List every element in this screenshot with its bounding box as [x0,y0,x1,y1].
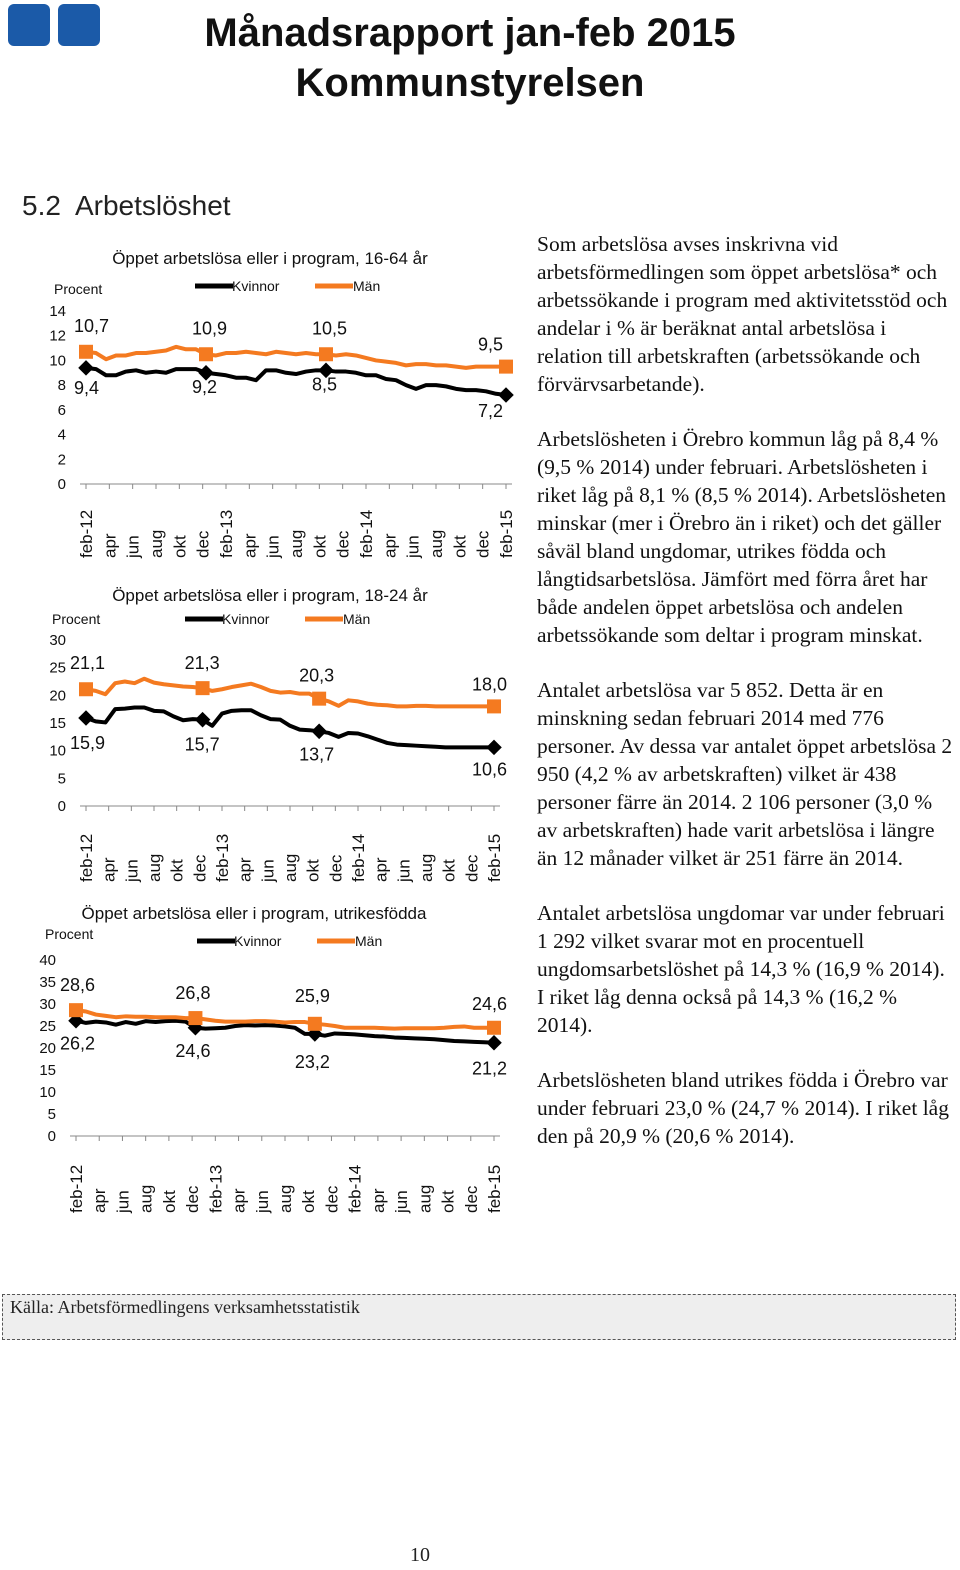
y-tick-label: 10 [39,1084,56,1101]
chart-title: Öppet arbetslösa eller i program, utrikesfödda [81,904,427,923]
x-tick-label: feb-15 [497,509,516,558]
y-tick-label: 35 [39,974,56,991]
y-tick-label: 2 [57,451,66,469]
y-tick-label: 15 [49,715,66,732]
x-tick-label: dec [322,1185,342,1213]
marker-kvinnor [311,724,327,740]
legend-kvinnor-label: Kvinnor [234,933,282,949]
marker-kvinnor [78,360,94,376]
page-title-line1: Månadsrapport jan-feb 2015 [204,11,736,55]
chart-svg [40,240,530,570]
y-tick-label: 40 [39,952,56,969]
y-tick-label: 20 [49,687,66,705]
page-number: 10 [410,1544,430,1566]
page-title-line2: Kommunstyrelsen [295,61,645,105]
x-tick-label: aug [281,853,300,882]
logo [8,4,100,46]
x-tick-label: jun [392,1190,412,1213]
marker-man [319,347,333,361]
data-label-kvinnor: 10,6 [472,759,508,780]
x-tick-label: feb-12 [77,833,96,882]
x-tick-label: aug [147,529,166,558]
data-label-man: 9,5 [478,334,504,355]
marker-kvinnor [486,740,502,756]
x-tick-label: aug [145,853,164,882]
series-line-man [86,347,506,368]
x-tick-label: dec [462,854,482,882]
chart-title: Öppet arbetslösa eller i program, 18-24 år [112,586,428,605]
x-tick-label: aug [427,529,446,558]
x-tick-label: jun [123,535,143,558]
chart-16-64 [40,240,530,570]
y-tick-label: 6 [57,401,66,419]
x-tick-label: apr [371,857,391,882]
y-tick-label: 4 [57,426,66,444]
x-tick-label: feb-13 [217,509,236,558]
marker-man [312,692,326,706]
y-tick-label: 5 [47,1106,56,1123]
x-tick-label: feb-12 [67,1164,86,1213]
x-tick-label: apr [240,533,260,558]
legend-kvinnor-label: Kvinnor [232,278,280,294]
x-tick-label: aug [415,1184,435,1213]
x-tick-label: okt [159,1190,179,1213]
source-text: Källa: Arbetsförmedlingens verksamhetsstatistik [10,1297,360,1317]
data-label-man: 25,9 [294,985,330,1006]
data-label-kvinnor: 21,2 [472,1058,508,1079]
y-tick-label: 14 [49,303,66,320]
x-tick-label: apr [100,533,120,558]
y-tick-label: 25 [49,659,66,677]
data-label-man: 10,9 [192,318,228,339]
y-tick-label: 10 [49,742,66,760]
x-tick-label: apr [229,1188,249,1213]
data-label-kvinnor: 9,4 [74,377,100,398]
x-tick-label: dec [473,530,493,558]
marker-man [487,1021,501,1035]
x-tick-label: aug [136,1184,156,1213]
marker-man [196,681,210,695]
legend-man-label: Män [355,933,383,949]
marker-kvinnor [78,710,94,726]
series-line-kvinnor [86,708,494,748]
y-tick-label: 12 [49,327,66,345]
y-axis-label: Procent [45,926,94,942]
section-title: Arbetslöshet [74,190,231,221]
legend-man-label: Män [353,278,381,294]
x-tick-label: dec [183,1185,203,1213]
data-label-man: 21,3 [184,653,220,674]
x-tick-label: feb-14 [357,509,376,558]
logo-square-left [8,4,50,46]
y-axis-label: Procent [54,281,103,297]
data-label-kvinnor: 9,2 [192,376,218,397]
x-tick-label: dec [190,854,210,882]
series-line-kvinnor [86,368,506,395]
x-tick-label: apr [368,1188,388,1213]
data-label-man: 21,1 [70,653,106,674]
y-axis-label: Procent [52,611,101,627]
section-heading [22,190,231,222]
x-tick-label: dec [333,530,353,558]
chart-svg [40,895,530,1225]
data-label-kvinnor: 15,9 [70,733,106,754]
chart-title: Öppet arbetslösa eller i program, 16-64 år [112,249,428,268]
data-label-kvinnor: 13,7 [299,744,335,765]
x-tick-label: okt [303,859,323,882]
x-tick-label: feb-13 [213,833,232,882]
x-tick-label: apr [380,533,400,558]
series-line-man [86,679,494,707]
x-tick-label: jun [252,1190,272,1213]
y-tick-label: 5 [57,770,66,788]
data-label-man: 10,7 [74,315,110,336]
paragraph-youth: Antalet arbetslösa ungdomar var under februari 1 292 vilket svarar mot en procentuell ungdomsarbetslöshet på 14,3 % (16,9 % 2014). I riket låg denna också på 14,3 % (16,2 % 2014). [537,901,945,1037]
x-tick-label: okt [450,535,470,558]
paragraph-unemployment-rate: Arbetslösheten i Örebro kommun låg på 8,4 % (9,5 % 2014) under februari. Arbetslösheten i riket låg på 8,1 % (8,5 % 2014). Arbetslösheten minskar (mer i Örebro än i riket) och det gäller såväl bland ungdomar, utrikes födda och långtidsarbetslösa. Jämfört med förra året har både andelen öppet arbetslösa och andelen arbetssökande som deltar i program minskat. [537,427,947,647]
y-tick-label: 15 [39,1062,56,1079]
x-tick-label: jun [403,535,423,558]
logo-square-right [58,4,100,46]
x-tick-label: jun [122,859,142,882]
y-tick-label: 30 [39,996,56,1013]
marker-man [499,360,513,374]
x-tick-label: apr [90,1188,110,1213]
x-tick-label: aug [287,529,306,558]
marker-man [199,347,213,361]
x-tick-label: okt [310,535,330,558]
x-tick-label: feb-13 [206,1164,226,1213]
data-label-kvinnor: 15,7 [184,734,220,755]
x-tick-label: feb-12 [77,509,96,558]
paragraph-foreign-born: Arbetslösheten bland utrikes födda i Örebro var under februari 23,0 % (24,7 % 2014). I riket låg den på 20,9 % (20,6 % 2014). [537,1068,949,1148]
data-label-man: 28,6 [60,975,96,996]
data-label-man: 20,3 [299,665,335,686]
marker-kvinnor [486,1035,502,1051]
x-tick-label: okt [299,1190,319,1213]
x-tick-label: feb-14 [345,1164,365,1213]
legend-kvinnor-label: Kvinnor [222,611,270,627]
y-tick-label: 20 [39,1040,56,1057]
x-tick-label: feb-15 [485,1164,504,1213]
data-label-man: 10,5 [312,318,348,339]
x-tick-label: aug [417,853,436,882]
x-tick-label: dec [326,854,346,882]
y-tick-label: 0 [57,798,66,815]
paragraph-definition: Som arbetslösa avses inskrivna vid arbetsförmedlingen som öppet arbetslösa* och arbetssökande i program med aktivitetsstöd och andelar i % är beräknat antal arbetslösa i relation till arbetskraften (arbetssökande och förvärvsarbetande). [537,232,948,396]
x-tick-label: okt [438,1190,458,1213]
y-tick-label: 0 [57,476,66,493]
x-tick-label: apr [99,857,119,882]
data-label-kvinnor: 8,5 [312,374,338,395]
source-box [2,1294,956,1340]
y-tick-label: 0 [47,1128,56,1145]
marker-man [487,699,501,713]
data-label-man: 18,0 [472,674,508,695]
y-tick-label: 8 [57,377,66,395]
x-tick-label: jun [113,1190,133,1213]
x-tick-label: dec [461,1185,481,1213]
x-tick-label: jun [258,859,278,882]
x-tick-label: jun [263,535,283,558]
chart-utrikesfodda [40,895,530,1225]
x-tick-label: dec [193,530,213,558]
chart-18-24 [40,575,530,895]
legend-man-label: Män [343,611,371,627]
x-tick-label: feb-14 [349,833,368,882]
data-label-kvinnor: 26,2 [60,1033,96,1054]
y-tick-label: 10 [49,352,66,370]
marker-man [308,1017,322,1031]
chart-svg [40,575,530,895]
data-label-kvinnor: 23,2 [294,1051,330,1072]
marker-man [69,1003,83,1017]
marker-man [79,345,93,359]
page-title [140,8,800,108]
x-tick-label: okt [170,535,190,558]
x-tick-label: aug [276,1184,295,1213]
x-tick-label: jun [394,859,414,882]
data-label-man: 24,6 [472,993,508,1014]
data-label-man: 26,8 [175,983,211,1004]
marker-man [79,682,93,696]
x-tick-label: okt [439,859,459,882]
paragraph-unemployed-count: Antalet arbetslösa var 5 852. Detta är en minskning sedan februari 2014 med 776 personer. Av dessa var antalet öppet arbetslösa 2 950 (4,2 % av arbetskraften) vilket är 438 personer färre än 2014. 2 106 personer (3,0 % av arbetskraften) hade varit arbetslösa i längre än 12 månader vilket är 251 färre än 2014. [537,678,953,870]
y-tick-label: 25 [39,1018,56,1035]
body-text [537,230,957,1177]
data-label-kvinnor: 24,6 [175,1040,211,1061]
section-number: 5.2 [22,190,61,221]
marker-man [188,1011,202,1025]
x-tick-label: apr [235,857,255,882]
data-label-kvinnor: 7,2 [478,401,504,422]
y-tick-label: 30 [49,632,66,649]
x-tick-label: feb-15 [485,833,504,882]
x-tick-label: okt [167,859,187,882]
